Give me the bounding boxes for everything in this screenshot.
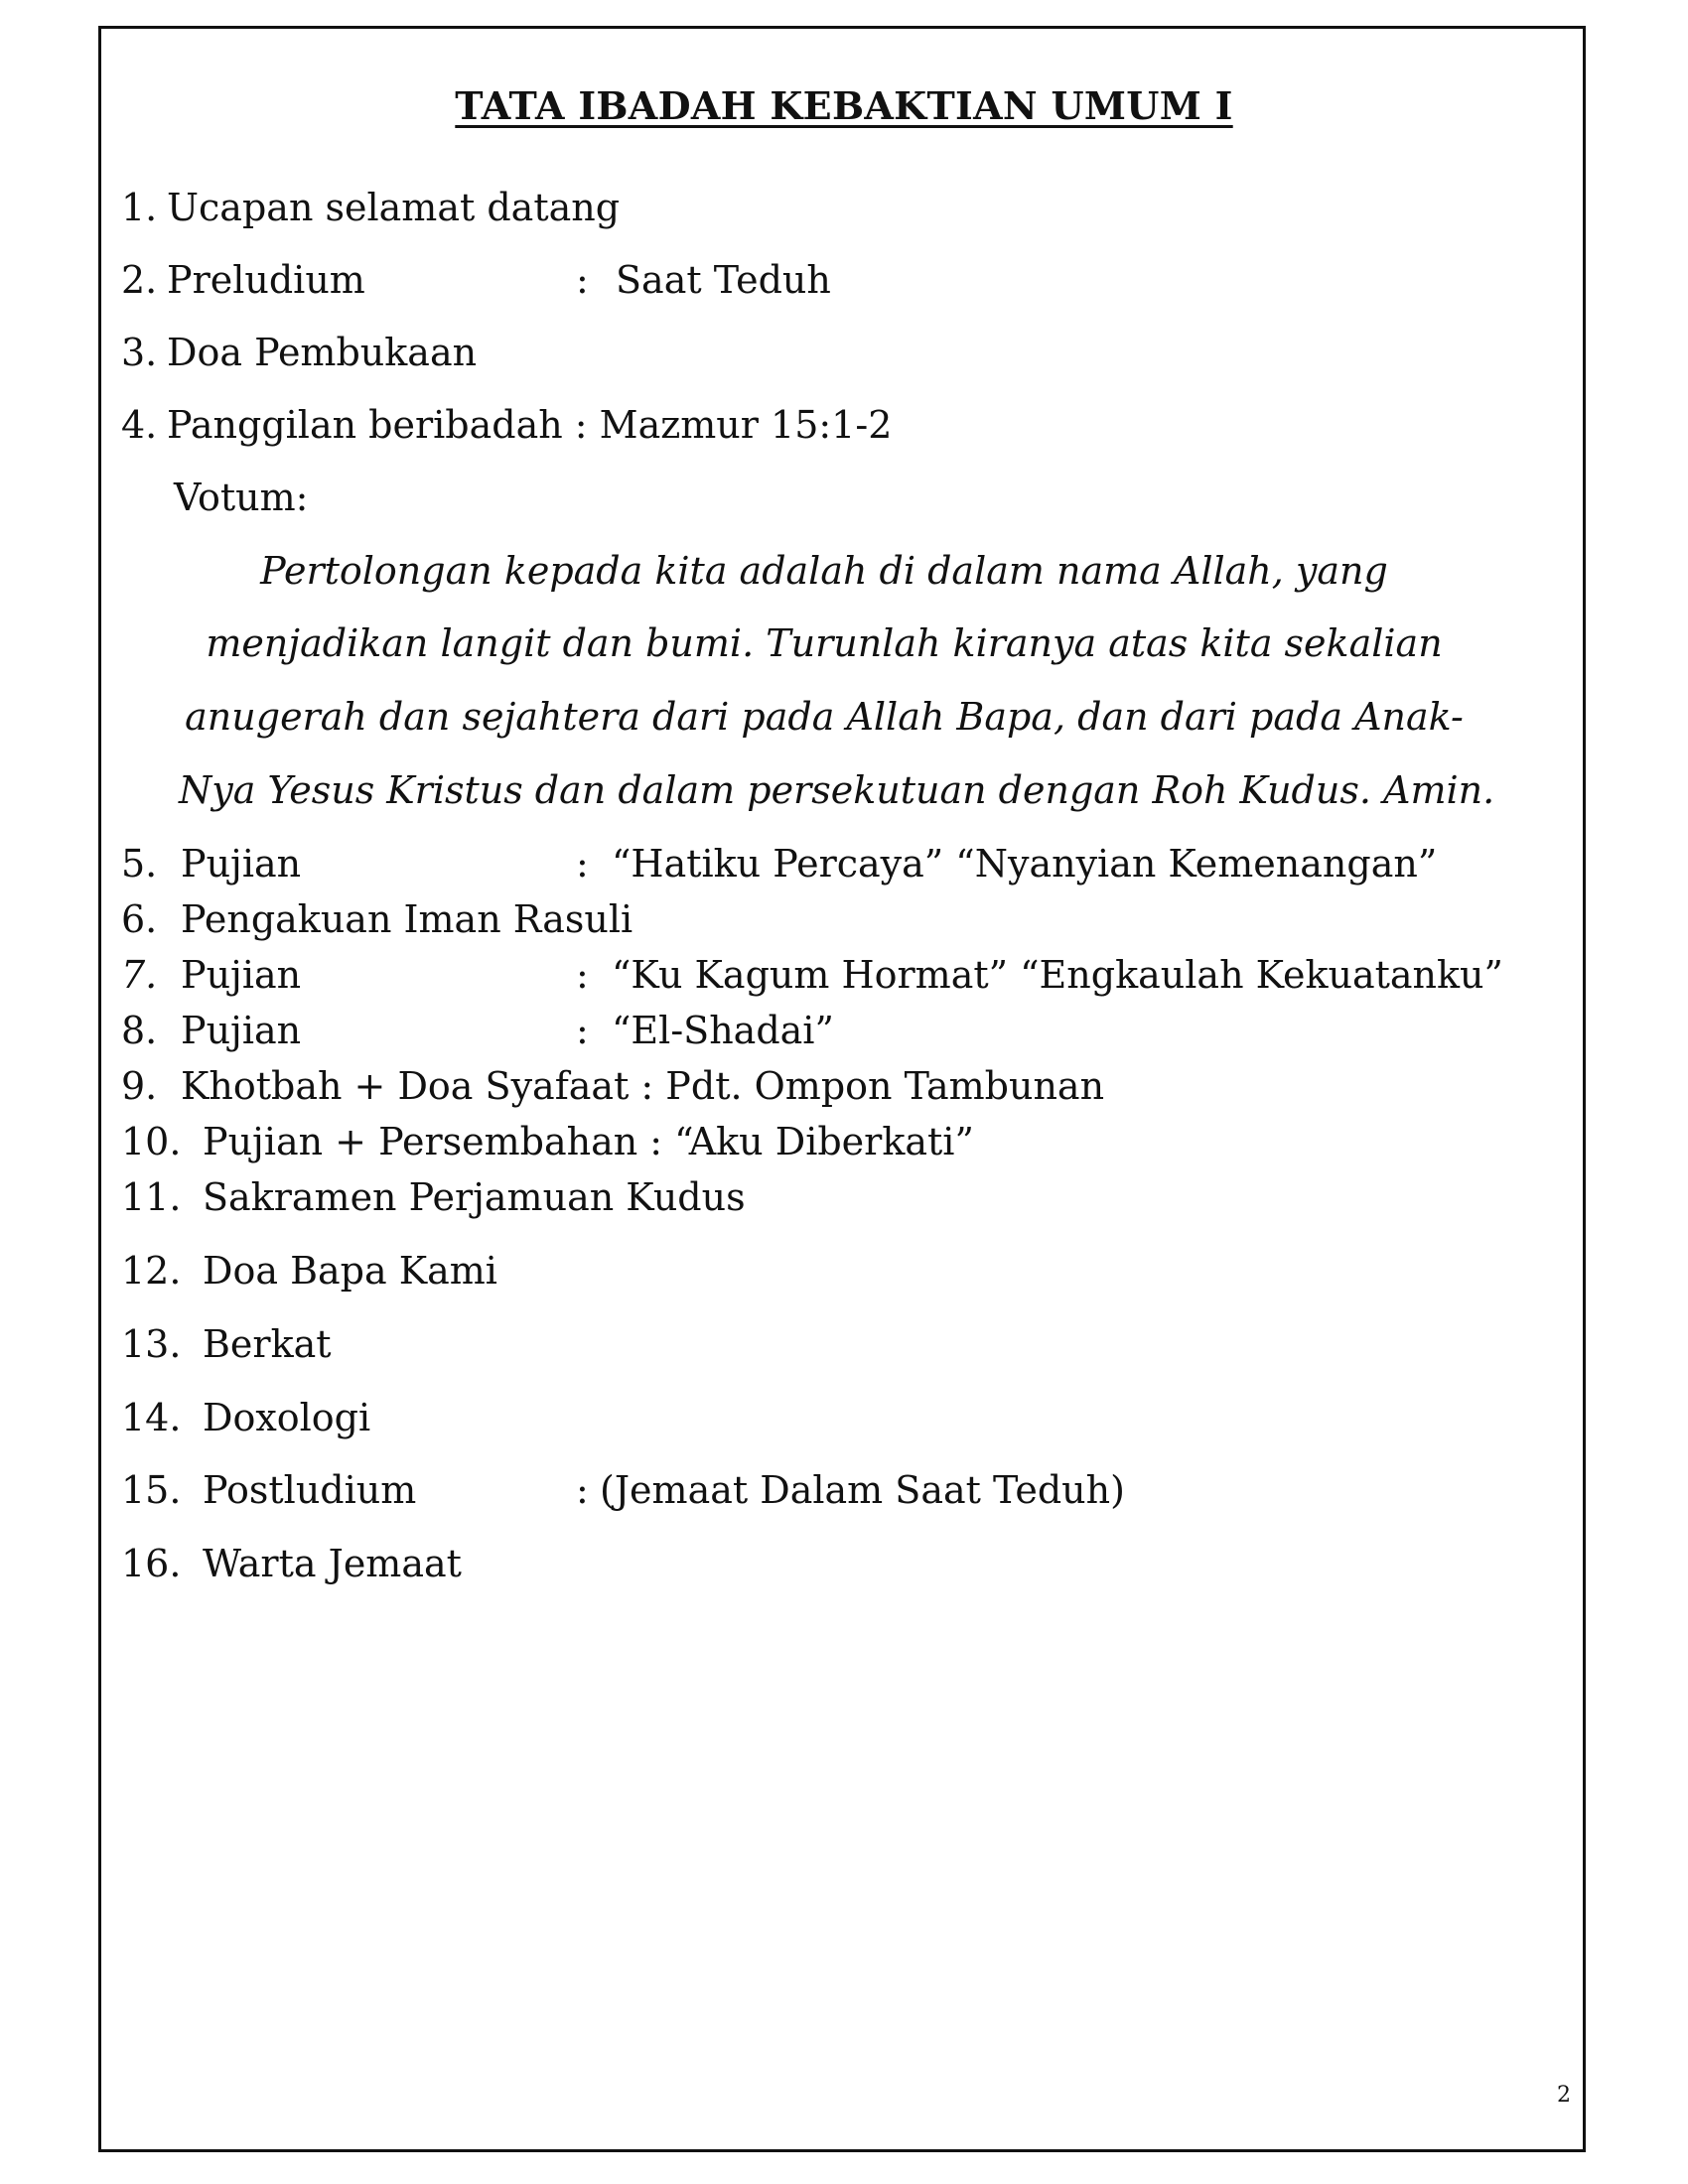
item-label: Doa Pembukaan xyxy=(167,331,478,374)
item-number: 6. xyxy=(121,897,158,941)
item-label: Warta Jemaat xyxy=(203,1542,462,1585)
item-colon: : xyxy=(576,1468,589,1512)
list-item xyxy=(121,1249,497,1293)
list-item xyxy=(121,403,893,447)
item-label: Sakramen Perjamuan Kudus xyxy=(203,1175,746,1219)
item-label: Panggilan beribadah : Mazmur 15:1-2 xyxy=(167,403,893,447)
item-value: “Ku Kagum Hormat” “Engkaulah Kekuatanku” xyxy=(612,953,1503,997)
list-item xyxy=(121,1175,746,1219)
item-label: Ucapan selamat datang xyxy=(167,186,621,229)
item-value: (Jemaat Dalam Saat Teduh) xyxy=(600,1468,1125,1512)
list-item xyxy=(121,1120,974,1163)
votum-line: menjadikan langit dan bumi. Turunlah kiranya atas kita sekalian xyxy=(206,621,1443,665)
list-item xyxy=(121,1322,332,1366)
list-item xyxy=(121,1064,1105,1108)
item-number: 12. xyxy=(121,1249,182,1293)
list-item xyxy=(121,897,633,941)
item-number: 11. xyxy=(121,1175,182,1219)
list-item xyxy=(121,1542,462,1585)
document-title: TATA IBADAH KEBAKTIAN UMUM I xyxy=(455,83,1233,128)
item-label: Pujian xyxy=(181,953,302,997)
item-number: 16. xyxy=(121,1542,182,1585)
item-number: 10. xyxy=(121,1120,182,1163)
item-colon: : xyxy=(576,953,589,997)
item-number: 8. xyxy=(121,1009,158,1052)
item-colon: : xyxy=(576,258,589,302)
votum-line: Pertolongan kepada kita adalah di dalam nama Allah, yang xyxy=(260,549,1388,593)
list-item xyxy=(121,186,621,229)
item-label: Khotbah + Doa Syafaat : Pdt. Ompon Tambunan xyxy=(181,1064,1105,1108)
item-number: 15. xyxy=(121,1468,182,1512)
item-number: 7. xyxy=(121,953,158,997)
list-item xyxy=(121,331,478,374)
item-number: 2. xyxy=(121,258,158,302)
item-label: Pujian + Persembahan : “Aku Diberkati” xyxy=(203,1120,974,1163)
list-item xyxy=(121,1009,834,1052)
item-number: 9. xyxy=(121,1064,158,1108)
item-value: “El-Shadai” xyxy=(612,1009,834,1052)
item-label: Doa Bapa Kami xyxy=(203,1249,497,1293)
votum-label: Votum: xyxy=(174,476,309,519)
item-value: “Hatiku Percaya” “Nyanyian Kemenangan” xyxy=(612,842,1438,886)
item-label: Pujian xyxy=(181,842,302,886)
item-label: Doxologi xyxy=(203,1396,371,1439)
item-colon: : xyxy=(576,1009,589,1052)
votum-line: anugerah dan sejahtera dari pada Allah Bapa, dan dari pada Anak- xyxy=(185,695,1464,739)
votum-line: Nya Yesus Kristus dan dalam persekutuan dengan Roh Kudus. Amin. xyxy=(179,768,1495,812)
item-number: 4. xyxy=(121,403,158,447)
list-item xyxy=(121,842,1438,886)
item-label: Preludium xyxy=(167,258,365,302)
item-number: 3. xyxy=(121,331,158,374)
item-number: 13. xyxy=(121,1322,182,1366)
item-number: 14. xyxy=(121,1396,182,1439)
item-label: Pengakuan Iman Rasuli xyxy=(181,897,633,941)
item-colon: : xyxy=(576,842,589,886)
list-item xyxy=(121,258,831,302)
item-value: Saat Teduh xyxy=(616,258,831,302)
item-label: Berkat xyxy=(203,1322,332,1366)
page-number: 2 xyxy=(1557,2083,1571,2108)
item-label: Postludium xyxy=(203,1468,417,1512)
list-item xyxy=(121,1396,371,1439)
item-label: Pujian xyxy=(181,1009,302,1052)
list-item xyxy=(121,1468,1125,1512)
item-number: 5. xyxy=(121,842,158,886)
item-number: 1. xyxy=(121,186,158,229)
list-item xyxy=(121,953,1503,997)
